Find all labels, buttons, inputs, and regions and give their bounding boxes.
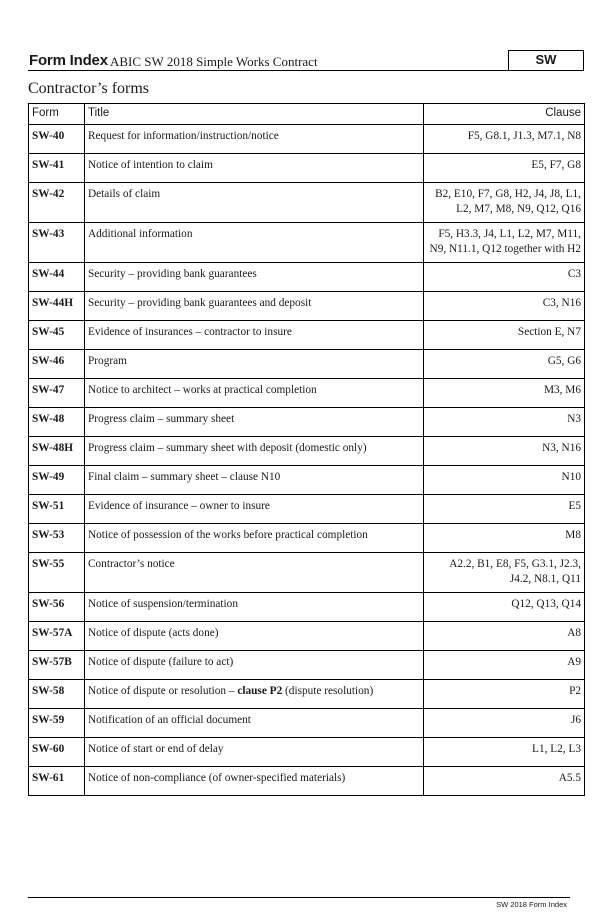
form-title-text: Evidence of insurances – contractor to insure [88, 326, 292, 338]
form-title-cell [85, 223, 424, 263]
table-row [29, 738, 585, 767]
form-title-text: Evidence of insurance – owner to insure [88, 500, 270, 512]
section-title: Contractor’s forms [28, 80, 150, 97]
table-row [29, 524, 585, 553]
form-code-cell: SW-53 [29, 524, 85, 553]
form-code-cell: SW-61 [29, 767, 85, 796]
form-title-text: Notice of intention to claim [88, 159, 213, 171]
form-title-cell [85, 263, 424, 292]
form-title-text: Program [88, 355, 127, 367]
clause-cell: M8 [424, 524, 585, 553]
form-code-cell: SW-44H [29, 292, 85, 321]
clause-cell: N10 [424, 466, 585, 495]
form-title-cell [85, 767, 424, 796]
form-code-cell: SW-47 [29, 379, 85, 408]
form-title-text: Notice of dispute (acts done) [88, 627, 219, 639]
table-row [29, 292, 585, 321]
table-row [29, 709, 585, 738]
form-title-text: Final claim – summary sheet – clause N10 [88, 471, 281, 483]
footer-rule [28, 897, 570, 898]
form-title-text: Notification of an official document [88, 714, 251, 726]
form-title-cell [85, 738, 424, 767]
form-title-text: Notice of suspension/termination [88, 598, 238, 610]
form-title-text: Additional information [88, 228, 193, 240]
table-header-row [29, 104, 585, 125]
page-header [28, 50, 584, 70]
form-code-cell: SW-57A [29, 622, 85, 651]
table-row [29, 350, 585, 379]
form-title-cell [85, 495, 424, 524]
form-title-text: Security – providing bank guarantees [88, 268, 257, 280]
clause-cell: A2.2, B1, E8, F5, G3.1, J2.3, J4.2, N8.1, Q11 [424, 553, 585, 593]
form-code-cell: SW-44 [29, 263, 85, 292]
clause-cell: F5, H3.3, J4, L1, L2, M7, M11, N9, N11.1, Q12 together with H2 [424, 223, 585, 263]
table-row [29, 767, 585, 796]
clause-cell: A8 [424, 622, 585, 651]
form-code-cell: SW-48H [29, 437, 85, 466]
clause-cell: C3, N16 [424, 292, 585, 321]
table-row [29, 408, 585, 437]
form-title-cell [85, 183, 424, 223]
form-title-text: Notice of start or end of delay [88, 743, 224, 755]
table-row [29, 154, 585, 183]
form-title-text: Notice of dispute or resolution – [88, 685, 238, 697]
form-title-cell [85, 154, 424, 183]
form-title-cell [85, 408, 424, 437]
form-code-cell: SW-48 [29, 408, 85, 437]
form-code-cell: SW-43 [29, 223, 85, 263]
table-row [29, 553, 585, 593]
column-header-form: Form [29, 104, 85, 125]
form-code-cell: SW-56 [29, 593, 85, 622]
table-row [29, 125, 585, 154]
form-code-cell: SW-59 [29, 709, 85, 738]
form-code-cell: SW-51 [29, 495, 85, 524]
clause-cell: L1, L2, L3 [424, 738, 585, 767]
form-code-cell: SW-57B [29, 651, 85, 680]
table-row [29, 437, 585, 466]
form-code-cell: SW-49 [29, 466, 85, 495]
clause-cell: G5, G6 [424, 350, 585, 379]
form-title-text: Notice of possession of the works before practical completion [88, 529, 368, 541]
form-title-text: Details of claim [88, 188, 161, 200]
form-title-cell [85, 651, 424, 680]
form-code-cell: SW-40 [29, 125, 85, 154]
clause-cell: E5 [424, 495, 585, 524]
form-code-cell: SW-41 [29, 154, 85, 183]
form-title-cell [85, 593, 424, 622]
clause-cell: Q12, Q13, Q14 [424, 593, 585, 622]
form-title-tail-text: (dispute resolution) [282, 685, 374, 697]
form-code-cell: SW-46 [29, 350, 85, 379]
table-row [29, 495, 585, 524]
form-title-text: Notice to architect – works at practical completion [88, 384, 317, 396]
clause-cell: J6 [424, 709, 585, 738]
clause-cell: E5, F7, G8 [424, 154, 585, 183]
form-title-cell [85, 553, 424, 593]
clause-cell: C3 [424, 263, 585, 292]
form-title-cell [85, 292, 424, 321]
table-row [29, 593, 585, 622]
table-row [29, 379, 585, 408]
form-title-cell [85, 680, 424, 709]
clause-cell: M3, M6 [424, 379, 585, 408]
table-row [29, 622, 585, 651]
form-title-text: Security – providing bank guarantees and deposit [88, 297, 312, 309]
form-title-cell [85, 524, 424, 553]
form-title-cell [85, 709, 424, 738]
form-title-text: Contractor’s notice [88, 558, 175, 570]
clause-cell: F5, G8.1, J1.3, M7.1, N8 [424, 125, 585, 154]
clause-cell: Section E, N7 [424, 321, 585, 350]
form-code-cell: SW-58 [29, 680, 85, 709]
contract-name: ABIC SW 2018 Simple Works Contract [110, 54, 318, 69]
footer-text: SW 2018 Form Index [496, 900, 567, 909]
table-row [29, 466, 585, 495]
column-header-title: Title [85, 104, 424, 125]
table-row [29, 680, 585, 709]
column-header-clause: Clause [424, 104, 585, 125]
table-row [29, 651, 585, 680]
form-title-text: Progress claim – summary sheet with deposit (domestic only) [88, 442, 367, 454]
clause-cell: P2 [424, 680, 585, 709]
form-title-cell [85, 379, 424, 408]
contract-code-box: SW [508, 50, 584, 70]
table-row [29, 223, 585, 263]
form-code-cell: SW-42 [29, 183, 85, 223]
form-title-text: Notice of non-compliance (of owner-specified materials) [88, 772, 346, 784]
form-title-text: Progress claim – summary sheet [88, 413, 235, 425]
table-row [29, 183, 585, 223]
clause-cell: B2, E10, F7, G8, H2, J4, J8, L1, L2, M7, M8, N9, Q12, Q16 [424, 183, 585, 223]
form-title-cell [85, 125, 424, 154]
form-title-cell [85, 437, 424, 466]
form-title-cell [85, 622, 424, 651]
table-row [29, 321, 585, 350]
form-title-cell [85, 466, 424, 495]
forms-table [28, 103, 585, 796]
clause-cell: N3, N16 [424, 437, 585, 466]
form-code-cell: SW-55 [29, 553, 85, 593]
form-index-label: Form Index [29, 52, 108, 69]
form-code-cell: SW-45 [29, 321, 85, 350]
form-title-cell [85, 350, 424, 379]
form-title-text: Request for information/instruction/notice [88, 130, 279, 142]
form-title-text: Notice of dispute (failure to act) [88, 656, 234, 668]
form-title-bold-text: clause P2 [237, 685, 283, 697]
header-rule [28, 70, 584, 71]
clause-cell: A9 [424, 651, 585, 680]
clause-cell: N3 [424, 408, 585, 437]
clause-cell: A5.5 [424, 767, 585, 796]
form-code-cell: SW-60 [29, 738, 85, 767]
form-title-cell [85, 321, 424, 350]
table-row [29, 263, 585, 292]
